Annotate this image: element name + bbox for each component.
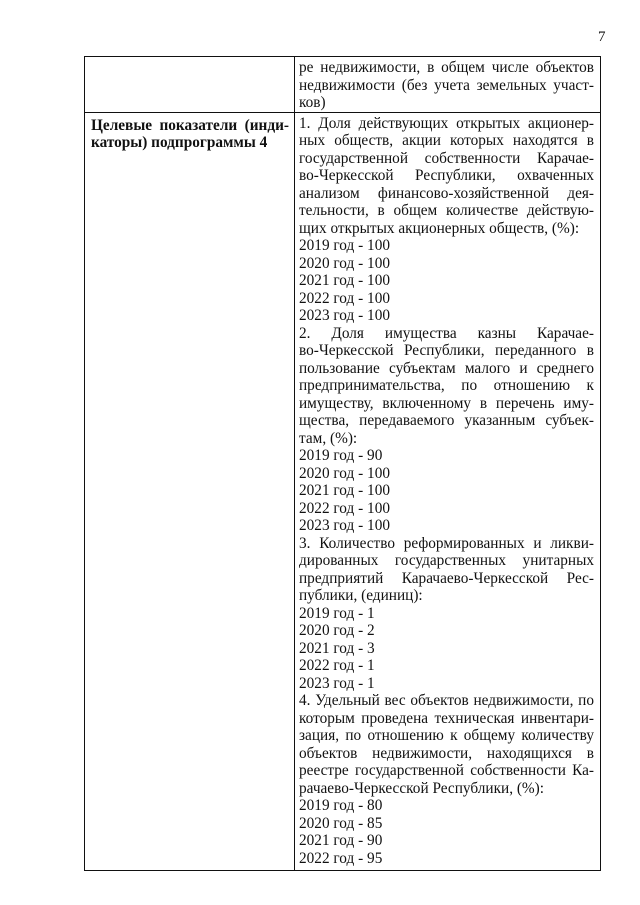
text-line: щества, передаваемого указанным субъек-	[299, 412, 594, 430]
text-line: 1. Доля действующих открытых акционер-	[299, 114, 594, 132]
text-line: которым проведена техническая инвентари-	[299, 709, 594, 727]
text-line: 2020 год - 100	[299, 464, 390, 482]
text-line: 2020 год - 85	[299, 814, 383, 832]
table-row-indicators	[85, 112, 601, 870]
text-line: 2021 год - 3	[299, 639, 375, 657]
text-line: во-Черкесской Республики, охваченных	[299, 167, 594, 185]
indicators-text	[299, 115, 594, 868]
text-line: анализом финансово-хозяйственной дея-	[299, 184, 594, 202]
text-line: щих открытых акционерных обществ, (%):	[299, 219, 580, 237]
text-line: имуществу, включенному в перечень иму-	[299, 394, 594, 412]
text-line: 2019 год - 100	[299, 237, 390, 255]
row1-text	[299, 59, 594, 112]
text-line: предприятий Карачаево-Черкесской Рес-	[299, 569, 594, 587]
text-line: рачаево-Черкесской Республики, (%):	[299, 779, 545, 797]
table-row-continuation	[85, 57, 601, 113]
text-line: 4. Удельный вес объектов недвижимости, по	[299, 692, 594, 710]
text-line: пользование субъектам малого и среднего	[299, 359, 594, 377]
row2-left-cell	[85, 112, 295, 870]
text-line: во-Черкесской Республики, переданного в	[299, 342, 594, 360]
text-line: 2022 год - 100	[299, 499, 390, 517]
text-line: 2019 год - 80	[299, 797, 383, 815]
text-line: недвижимости (без учета земельных участ-	[299, 76, 594, 94]
text-line: там, (%):	[299, 429, 358, 447]
text-line: реестре государственной собственности Ка-	[299, 762, 594, 780]
text-line: 3. Количество реформированных и ликви-	[299, 534, 594, 552]
text-line: 2019 год - 1	[299, 604, 375, 622]
text-line: 2022 год - 95	[299, 849, 383, 867]
row2-right-cell	[295, 112, 601, 870]
text-line: зация, по отношению к общему количеству	[299, 727, 594, 745]
text-line: предпринимательства, по отношению к	[299, 377, 594, 395]
text-line: ных обществ, акции которых находятся в	[299, 132, 594, 150]
text-line: объектов недвижимости, находящихся в	[299, 744, 594, 762]
page-number: 7	[598, 29, 606, 45]
text-line: 2022 год - 100	[299, 289, 390, 307]
text-line: тельности, в общем количестве действую-	[299, 202, 594, 220]
row1-left-cell	[85, 57, 295, 113]
text-line: 2020 год - 100	[299, 254, 390, 272]
text-line: государственной собственности Карачае-	[299, 149, 594, 167]
indicators-label: Целевые показатели (инди-каторы) подпрограммы 4	[91, 116, 289, 151]
text-line: 2019 год - 90	[299, 447, 383, 465]
text-line: 2021 год - 100	[299, 272, 390, 290]
text-line: 2. Доля имущества казны Карачае-	[299, 324, 594, 342]
row1-right-cell	[295, 57, 601, 113]
text-line: 2021 год - 90	[299, 832, 383, 850]
text-line: 2023 год - 1	[299, 674, 375, 692]
text-line: 2023 год - 100	[299, 307, 390, 325]
text-line: 2020 год - 2	[299, 622, 375, 640]
text-line: 2022 год - 1	[299, 657, 375, 675]
text-line: публики, (единиц):	[299, 587, 423, 605]
text-line: дированных государственных унитарных	[299, 552, 594, 570]
text-line: ков)	[299, 94, 326, 111]
text-line: 2021 год - 100	[299, 482, 390, 500]
text-line: ре недвижимости, в общем числе объектов	[299, 59, 594, 76]
text-line: 2023 год - 100	[299, 517, 390, 535]
indicators-table	[84, 56, 601, 871]
